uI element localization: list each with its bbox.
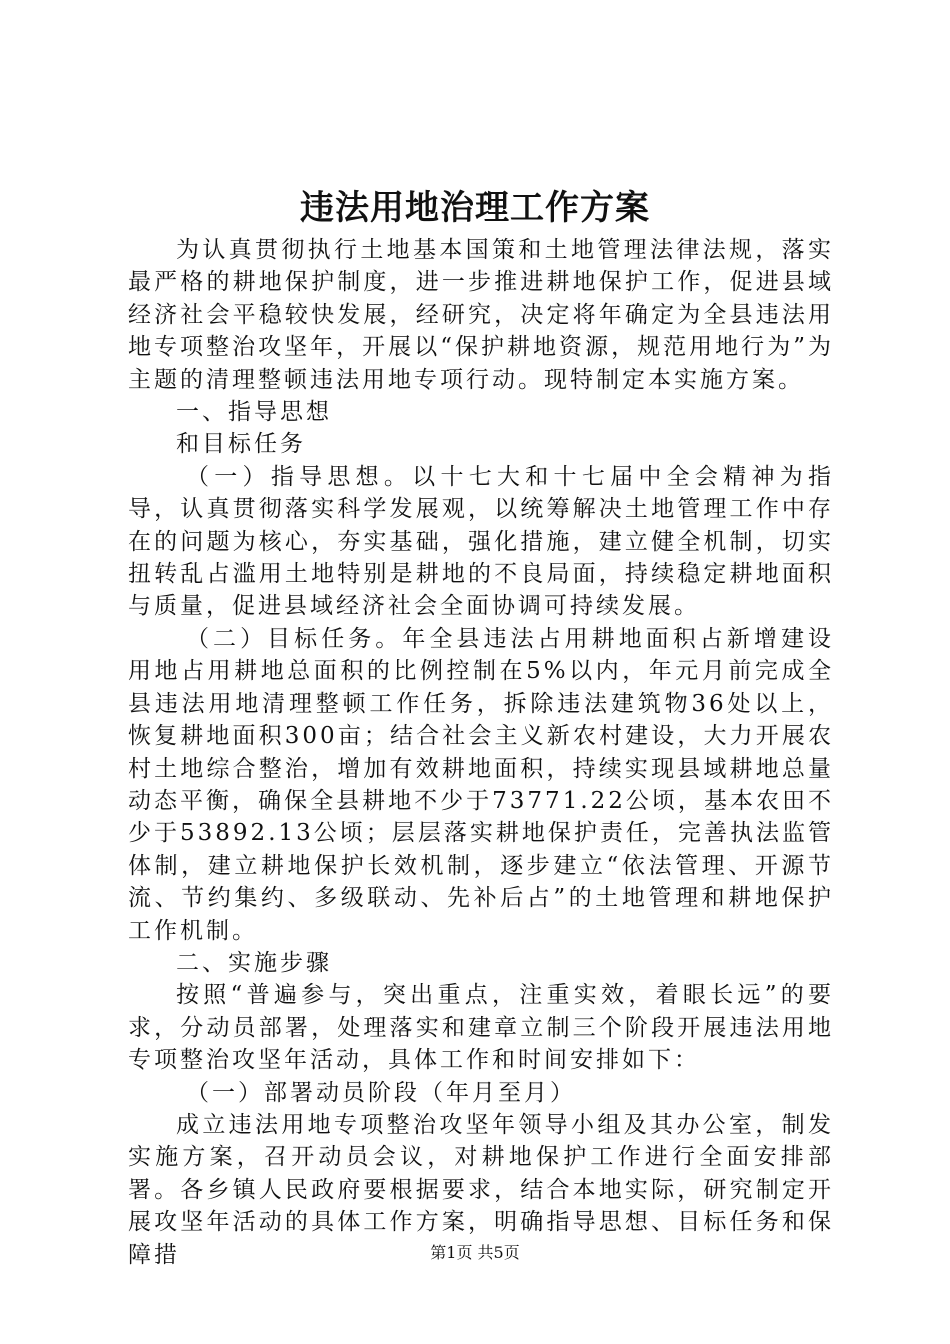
guiding-ideology-paragraph: （一）指导思想。以十七大和十七届中全会精神为指导，认真贯彻落实科学发展观，以统筹解决土地管理工作中存在的问题为核心，夯实基础，强化措施，建立健全机制，切实扭转乱占滥用土地特别是耕地的不良局面，持续稳定耕地面积与质量，促进县域经济社会全面协调可持续发展。 xyxy=(128,463,834,620)
intro-paragraph: 为认真贯彻执行土地基本国策和土地管理法律法规，落实最严格的耕地保护制度，进一步推进耕地保护工作，促进县域经济社会平稳较快发展，经研究，决定将年确定为全县违法用地专项整治攻坚年，开展以“保护耕地资源，规范用地行为”为主题的清理整顿违法用地专项行动。现特制定本实施方案。 xyxy=(128,237,834,393)
phase-1-paragraph: 成立违法用地专项整治攻坚年领导小组及其办公室，制发实施方案，召开动员会议，对耕地保护工作进行全面安排部署。各乡镇人民政府要根据要求，结合本地实际，研究制定开展攻坚年活动的具体工作方案，明确指导思想、目标任务和保障措 xyxy=(128,1111,834,1268)
document-body xyxy=(128,234,834,1271)
phase-1-heading: （一）部署动员阶段（年月至月） xyxy=(186,1079,576,1106)
page-footer: 第1页 共5页 xyxy=(430,1243,520,1262)
section-heading-1: 一、指导思想 xyxy=(176,399,332,426)
implementation-paragraph: 按照“普遍参与，突出重点，注重实效，着眼长远”的要求，分动员部署，处理落实和建章立制三个阶段开展违法用地专项整治攻坚年活动，具体工作和时间安排如下： xyxy=(128,982,834,1074)
section-heading-2: 二、实施步骤 xyxy=(176,949,332,976)
document-title: 违法用地治理工作方案 xyxy=(300,188,650,228)
section-heading-1-continued: 和目标任务 xyxy=(176,431,306,458)
target-task-paragraph: （二）目标任务。年全县违法占用耕地面积占新增建设用地占用耕地总面积的比例控制在5%以内，年元月前完成全县违法用地清理整顿工作任务，拆除违法建筑物36处以上，恢复耕地面积300亩；结合社会主义新农村建设，大力开展农村土地综合整治，增加有效耕地面积，持续实现县域耕地总量动态平衡，确保全县耕地不少于73771.22公顷，基本农田不少于53892.13公顷；层层落实耕地保护责任，完善执法监管体制，建立耕地保护长效机制，逐步建立“依法管理、开源节流、节约集约、多级联动、先补后占”的土地管理和耕地保护工作机制。 xyxy=(128,625,834,944)
